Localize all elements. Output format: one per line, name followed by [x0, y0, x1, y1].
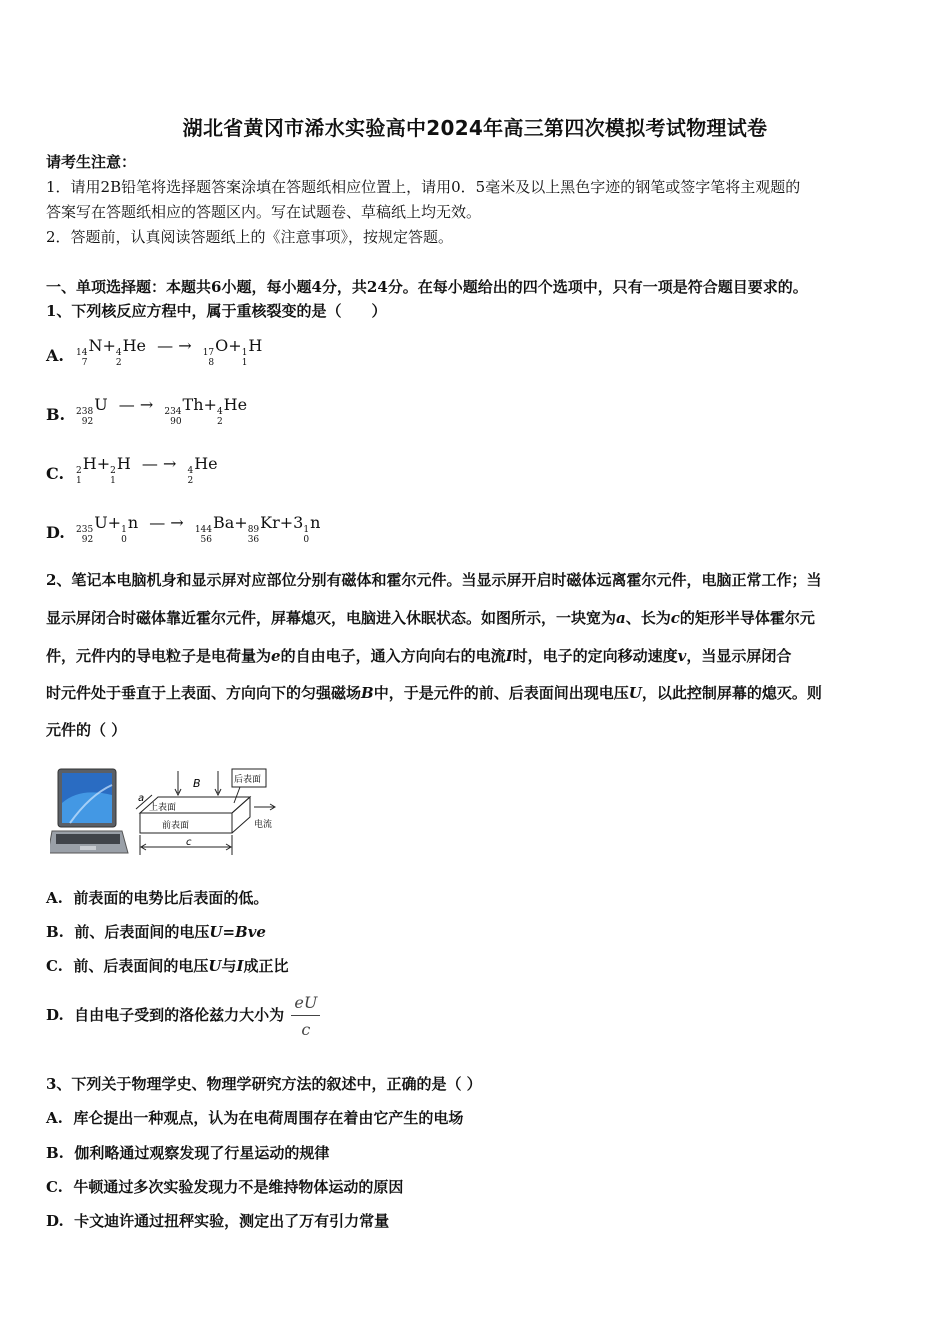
- q1-stem: 1、下列核反应方程中，属于重核裂变的是（ ）: [46, 302, 387, 320]
- mass-number: 238: [76, 407, 94, 417]
- variable: I: [236, 957, 244, 975]
- q3-option-d[interactable]: [46, 1211, 389, 1231]
- nuclide-symbol: Kr: [260, 513, 280, 532]
- option-letter: D.: [46, 1006, 64, 1024]
- option-letter: B.: [46, 923, 64, 941]
- atomic-number: 0: [303, 535, 310, 545]
- atomic-number: 1: [110, 476, 116, 486]
- text: 中，于是元件的前、后表面间出现电压: [373, 684, 629, 702]
- mass-number: 4: [187, 466, 194, 476]
- nuclide-symbol: He: [223, 395, 248, 414]
- option-text: 成正比: [243, 957, 289, 975]
- q2-stem-line-2: [46, 608, 815, 628]
- nuclide-symbol: O: [215, 336, 229, 355]
- laptop-icon: [50, 769, 128, 853]
- nuclide-symbol: Th: [182, 395, 204, 414]
- option-letter: D.: [46, 1212, 64, 1230]
- mass-number: 235: [76, 525, 94, 535]
- option-text: 前、后表面间的电压: [74, 923, 210, 941]
- q2-stem-line-5: 元件的（ ）: [46, 721, 127, 739]
- option-text: 库仑提出一种观点，认为在电荷周围存在着由它产生的电场: [73, 1109, 464, 1127]
- atomic-number: 8: [208, 358, 215, 368]
- variable: e: [271, 647, 281, 665]
- mass-number: 144: [194, 525, 212, 535]
- text: 显示屏闭合时磁体靠近霍尔元件，屏幕熄灭，电脑进入休眠状态。如图所示，一块宽为: [46, 609, 617, 627]
- notice-line-1: 1．请用2B铅笔将选择题答案涂填在答题纸相应位置上，请用0．5毫米及以上黑色字迹的钢笔或签字笔将主观题的: [46, 178, 801, 196]
- atomic-number: 36: [247, 535, 260, 545]
- numerator: eU: [291, 993, 320, 1016]
- atomic-number: 1: [76, 476, 82, 486]
- q2-option-a[interactable]: [46, 888, 268, 908]
- q2-stem-line-3: [46, 646, 791, 666]
- leader-line: [234, 787, 240, 803]
- mass-number: 1: [241, 348, 248, 358]
- atomic-number: 1: [241, 358, 248, 368]
- option-text: 伽利略通过观察发现了行星运动的规律: [74, 1144, 330, 1162]
- reaction-arrow: — →: [118, 395, 154, 414]
- label-current: 电流: [254, 820, 273, 830]
- option-text: 与: [221, 957, 237, 975]
- variable: B: [361, 684, 374, 702]
- label-top-face: 上表面: [149, 803, 177, 813]
- atomic-number: 56: [200, 535, 212, 545]
- label-front-face: 前表面: [162, 821, 190, 831]
- label-b: B: [193, 777, 201, 790]
- option-letter: C.: [46, 1178, 63, 1196]
- variable: U: [208, 957, 222, 975]
- q1-option-c[interactable]: C. 2 1 H+ 2 1 H — → 4 2 He: [46, 454, 218, 486]
- mass-number: 4: [115, 348, 122, 358]
- option-letter: D.: [46, 523, 65, 542]
- denominator: c: [301, 1019, 311, 1039]
- nuclide-symbol: H: [82, 454, 97, 473]
- notice-line-3: 2．答题前，认真阅读答题纸上的《注意事项》，按规定答题。: [46, 228, 454, 246]
- atomic-number: 2: [187, 476, 194, 486]
- text: 的矩形半导体霍尔元: [679, 609, 815, 627]
- nuclide-symbol: N: [88, 336, 103, 355]
- notice-line-2: 答案写在答题纸相应的答题区内。写在试题卷、草稿纸上均无效。: [46, 203, 482, 221]
- option-letter: B.: [46, 405, 66, 424]
- nuclide-symbol: n: [127, 513, 139, 532]
- reaction-arrow: — →: [157, 336, 192, 355]
- option-text: 前表面的电势比后表面的低。: [73, 889, 269, 907]
- variable: U: [628, 684, 642, 702]
- option-letter: A.: [46, 1109, 63, 1127]
- variable: c: [670, 609, 680, 627]
- mass-number: 4: [216, 407, 223, 417]
- text: 件，元件内的导电粒子是电荷量为: [46, 647, 272, 665]
- atomic-number: 0: [121, 535, 127, 545]
- variable: a: [616, 609, 626, 627]
- text: ，以此控制屏幕的熄灭。则: [641, 684, 822, 702]
- q2-stem-line-1: 2、笔记本电脑机身和显示屏对应部位分别有磁体和霍尔元件。当显示屏开启时磁体远离霍尔元件，电脑正常工作；当: [46, 571, 822, 589]
- atomic-number: 2: [115, 358, 122, 368]
- section-heading: 一、单项选择题：本题共6小题，每小题4分，共24分。在每小题给出的四个选项中，只有一项是符合题目要求的。: [46, 278, 808, 296]
- text: 时，电子的定向移动速度: [512, 647, 678, 665]
- hall-element-figure: [50, 765, 280, 860]
- atomic-number: 92: [81, 417, 94, 427]
- option-letter: C.: [46, 464, 65, 483]
- nuclide-symbol: H: [116, 454, 131, 473]
- q3-stem: 3、下列关于物理学史、物理学研究方法的叙述中，正确的是（ ）: [46, 1075, 482, 1093]
- text: 的自由电子，通入方向向右的电流: [280, 647, 506, 665]
- nuclide-symbol: U: [94, 513, 108, 532]
- mass-number: 234: [164, 407, 182, 417]
- q1-option-b[interactable]: B. 238 92 U — → 234 90 Th+ 4 2 He: [46, 395, 248, 427]
- label-c: c: [186, 837, 192, 848]
- mass-number: 14: [76, 348, 88, 358]
- q3-option-c[interactable]: [46, 1177, 403, 1197]
- option-letter: A.: [46, 889, 63, 907]
- formula: U=Bve: [209, 923, 266, 941]
- atomic-number: 92: [81, 535, 94, 545]
- option-text: 牛顿通过多次实验发现力不是维持物体运动的原因: [73, 1178, 404, 1196]
- mass-number: 2: [110, 466, 116, 476]
- mass-number: 89: [247, 525, 260, 535]
- mass-number: 2: [76, 466, 82, 476]
- nuclide-symbol: Ba: [213, 513, 235, 532]
- option-letter: B.: [46, 1144, 64, 1162]
- coefficient: 3: [293, 513, 304, 532]
- q2-stem-line-4: [46, 683, 822, 703]
- nuclide-symbol: n: [310, 513, 321, 532]
- page-title: 湖北省黄冈市浠水实验高中2024年高三第四次模拟考试物理试卷: [182, 116, 768, 140]
- label-back-face: 后表面: [234, 775, 262, 785]
- nuclide-symbol: He: [194, 454, 218, 473]
- option-text: 自由电子受到的洛伦兹力大小为: [74, 1006, 285, 1024]
- q1-option-a[interactable]: A. 14 7 N+ 4 2 He — → 17 8 O+ 1 1 H: [46, 336, 263, 368]
- option-letter: A.: [46, 346, 64, 365]
- q3-option-a[interactable]: [46, 1108, 463, 1128]
- q1-option-d[interactable]: D. 235 92 U+ 1 0 n — → 144 56 Ba+ 89 36 Kr+3 1 0 n: [46, 513, 321, 545]
- q2-option-c[interactable]: [46, 956, 289, 976]
- nuclide-symbol: H: [248, 336, 263, 355]
- reaction-arrow: — →: [149, 513, 184, 532]
- atomic-number: 2: [216, 417, 223, 427]
- text: ，当显示屏闭合: [686, 647, 792, 665]
- variable: I: [505, 647, 513, 665]
- q2-option-b[interactable]: [46, 922, 266, 942]
- option-text: 前、后表面间的电压: [73, 957, 209, 975]
- mass-number: 1: [303, 525, 310, 535]
- label-a: a: [138, 793, 145, 804]
- mass-number: 1: [121, 525, 127, 535]
- nuclide-symbol: U: [94, 395, 108, 414]
- q2-option-d[interactable]: [46, 990, 320, 1040]
- mass-number: 17: [202, 348, 215, 358]
- fraction: [291, 993, 320, 1040]
- option-text: 卡文迪许通过扭秤实验，测定出了万有引力常量: [74, 1212, 390, 1230]
- text: 时元件处于垂直于上表面、方向向下的匀强磁场: [46, 684, 362, 702]
- notice-heading: 请考生注意：: [46, 153, 137, 171]
- text: 、长为: [625, 609, 671, 627]
- q3-option-b[interactable]: [46, 1143, 329, 1163]
- nuclide-symbol: He: [122, 336, 147, 355]
- atomic-number: 90: [170, 417, 182, 427]
- option-letter: C.: [46, 957, 63, 975]
- atomic-number: 7: [81, 358, 88, 368]
- reaction-arrow: — →: [141, 454, 177, 473]
- variable: v: [677, 647, 687, 665]
